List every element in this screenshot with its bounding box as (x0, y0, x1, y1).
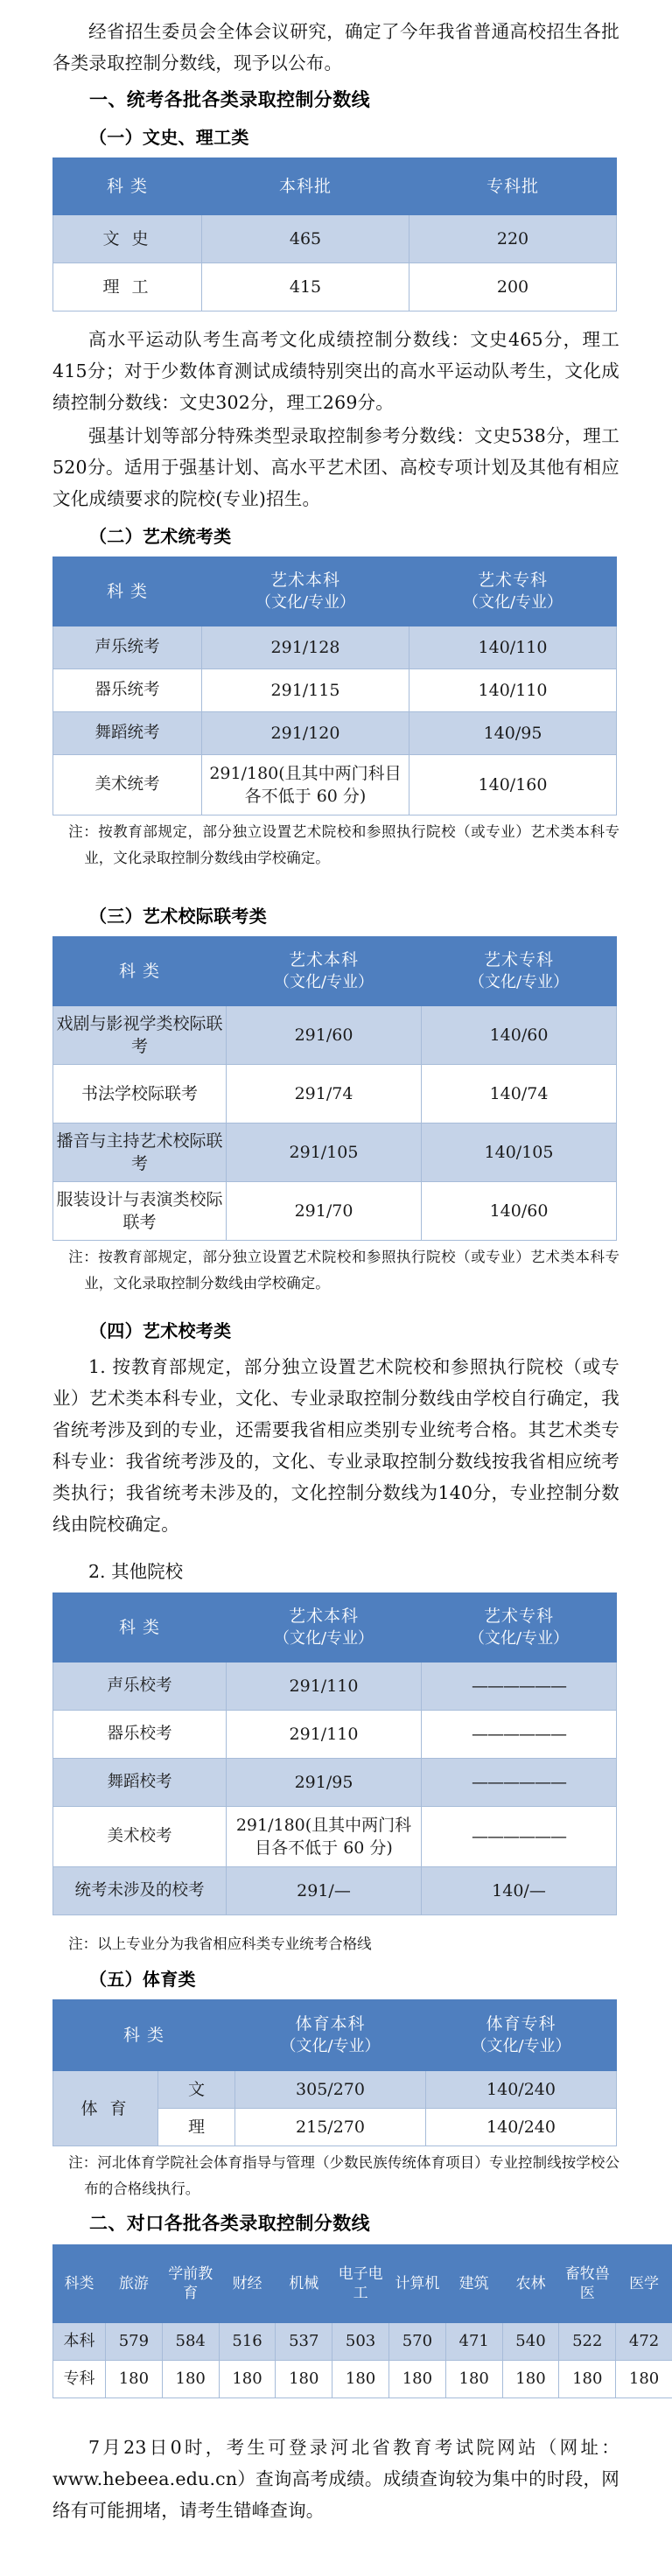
col-header-sport-junior (426, 2000, 617, 2071)
col-header-main-label: 体育本科 (295, 2014, 366, 2034)
cell-category: 声乐校考 (53, 1662, 227, 1711)
col-header-undergrad: 本科批 (202, 158, 410, 215)
cell-value: 584 (162, 2323, 219, 2361)
sports-note: 注：河北体育学院社会体育指导与管理（少数民族传统体育项目）专业控制线按学校公布的合格线执行。 (68, 2154, 620, 2197)
cell-value: 180 (276, 2361, 332, 2398)
cell-junior: 220 (410, 215, 617, 263)
art-unified-note: 注：按教育部规定，部分独立设置艺术院校和参照执行院校（或专业）艺术类本科专业，文化录取控制分数线由学校确定。 (68, 823, 620, 866)
cell-category: 服装设计与表演类校际联考 (53, 1182, 227, 1241)
art-school-exam-item-2: 2. 其他院校 (88, 1561, 184, 1582)
cell-value: 540 (502, 2323, 559, 2361)
col-header-sub-label: （文化/专业） (273, 1629, 374, 1648)
cell-junior: 140/240 (426, 2071, 617, 2109)
cell-category: 舞蹈校考 (53, 1759, 227, 1807)
cell-junior: 140/160 (410, 755, 617, 816)
col-header-main-label: 艺术专科 (483, 950, 554, 970)
table-row (53, 1807, 617, 1867)
subsection-c-heading: （三）艺术校际联考类 (89, 906, 267, 927)
table-row (53, 2323, 672, 2361)
cell-value: 180 (106, 2361, 163, 2398)
subsection-d-heading: （四）艺术校考类 (89, 1320, 232, 1341)
cell-undergrad: 291/95 (227, 1759, 422, 1807)
table-header-row (53, 158, 617, 215)
col-header-main-label: 艺术专科 (483, 1606, 554, 1626)
col-header-electronics-electrician: 电子电工 (332, 2245, 389, 2323)
cell-value: 516 (219, 2323, 276, 2361)
col-header-agriculture-forestry: 农林 (502, 2245, 559, 2323)
table-row (53, 1124, 617, 1182)
col-header-sub-label: （文化/专业） (471, 2037, 571, 2055)
col-header-sub-label: （文化/专业） (462, 593, 564, 612)
cell-undergrad: 291/70 (227, 1182, 422, 1241)
cell-undergrad: 291/— (227, 1867, 422, 1915)
col-header-art-undergrad (227, 1593, 422, 1662)
col-header-art-junior (410, 557, 617, 626)
cell-value: 180 (162, 2361, 219, 2398)
cell-undergrad: 291/110 (227, 1662, 422, 1711)
table-row (53, 1182, 617, 1241)
cell-junior: 140/74 (422, 1065, 617, 1124)
cell-junior: —————— (422, 1662, 617, 1711)
cell-category: 声乐统考 (53, 626, 202, 669)
cell-junior: 140/— (422, 1867, 617, 1915)
col-header-art-undergrad (202, 557, 410, 626)
col-header-sub-label: （文化/专业） (468, 1629, 570, 1648)
table-vocational (52, 2244, 672, 2398)
col-header-category: 科 类 (53, 158, 202, 215)
table-row (53, 1711, 617, 1759)
cell-junior: 140/110 (410, 669, 617, 712)
col-header-art-undergrad (227, 937, 422, 1006)
col-header-art-junior (422, 937, 617, 1006)
table-row (53, 2361, 672, 2398)
section-one-heading: 一、统考各批各类录取控制分数线 (89, 89, 370, 110)
cell-junior: —————— (422, 1711, 617, 1759)
other-colleges-note: 注：以上专业分为我省相应科类专业统考合格线 (68, 1936, 372, 1952)
cell-category: 美术统考 (53, 755, 202, 816)
art-school-exam-item-1: 1. 按教育部规定，部分独立设置艺术院校和参照执行院校（或专业）艺术类本科专业，文化、专业录取控制分数线由学校自行确定，我省统考涉及到的专业，还需要我省相应类别专业统考合格。其艺术类专科专业：我省统考涉及的，文化、专业录取控制分数线按我省相应统考类执行；我省统考未涉及的，文化控制分数线为140分，专业控制分数线由院校确定。 (52, 1356, 620, 1535)
cell-category: 播音与主持艺术校际联考 (53, 1124, 227, 1182)
subsection-e-heading: （五）体育类 (89, 1969, 196, 1990)
art-inter-school-note: 注：按教育部规定，部分独立设置艺术院校和参照执行院校（或专业）艺术类本科专业，文化录取控制分数线由学校确定。 (68, 1249, 620, 1292)
cell-value: 472 (616, 2323, 672, 2361)
col-header-sub-label: （文化/专业） (255, 593, 356, 612)
col-header-computer: 计算机 (388, 2245, 445, 2323)
cell-category: 书法学校际联考 (53, 1065, 227, 1124)
table-art-inter-school (52, 936, 617, 1241)
cell-value: 180 (388, 2361, 445, 2398)
table-header-row (53, 937, 617, 1006)
section-two-heading: 二、对口各批各类录取控制分数线 (89, 2213, 370, 2234)
col-header-junior: 专科批 (410, 158, 617, 215)
cell-value: 180 (559, 2361, 616, 2398)
col-header-sub-label: （文化/专业） (280, 2037, 381, 2055)
cell-category: 统考未涉及的校考 (53, 1867, 227, 1915)
cell-junior: 140/60 (422, 1006, 617, 1065)
cell-undergrad: 291/105 (227, 1124, 422, 1182)
table-header-row (53, 2245, 672, 2323)
table-wenli-likong (52, 158, 617, 312)
cell-undergrad: 291/74 (227, 1065, 422, 1124)
table-other-colleges (52, 1592, 617, 1915)
col-header-sub-label: （文化/专业） (273, 973, 374, 991)
qiangji-plan-paragraph: 强基计划等部分特殊类型录取控制参考分数线：文史538分，理工520分。适用于强基计划、高水平艺术团、高校专项计划及其他有相应文化成绩要求的院校(专业)招生。 (52, 425, 620, 509)
high-level-athlete-paragraph: 高水平运动队考生高考文化成绩控制分数线：文史465分，理工415分；对于少数体育测试成绩特别突出的高水平运动队考生，文化成绩控制分数线：文史302分，理工269分。 (52, 329, 620, 413)
table-row (53, 263, 617, 312)
cell-undergrad: 465 (202, 215, 410, 263)
table-row (53, 215, 617, 263)
closing-paragraph: 7月23日0时，考生可登录河北省教育考试院网站（网址：www.hebeea.edu.cn）查询高考成绩。成绩查询较为集中的时段，网络有可能拥堵，请考生错峰查询。 (52, 2437, 620, 2521)
col-header-preschool-education: 学前教育 (162, 2245, 219, 2323)
cell-junior: 140/110 (410, 626, 617, 669)
cell-value: 537 (276, 2323, 332, 2361)
cell-category: 戏剧与影视学类校际联考 (53, 1006, 227, 1065)
col-header-main-label: 体育专科 (486, 2014, 556, 2034)
col-header-category: 科 类 (53, 2000, 235, 2071)
cell-track: 理 (158, 2109, 235, 2146)
cell-value: 180 (502, 2361, 559, 2398)
cell-category: 器乐校考 (53, 1711, 227, 1759)
col-header-category: 科类 (53, 2245, 106, 2323)
table-art-unified-exam (52, 556, 617, 816)
cell-junior: 200 (410, 263, 617, 312)
cell-undergrad: 291/180(且其中两门科目各不低于 60 分) (227, 1807, 422, 1867)
cell-value: 570 (388, 2323, 445, 2361)
col-header-architecture: 建筑 (445, 2245, 502, 2323)
cell-junior: —————— (422, 1759, 617, 1807)
subsection-a-heading: （一）文史、理工类 (89, 127, 249, 148)
cell-track: 文 (158, 2071, 235, 2109)
cell-junior: 140/60 (422, 1182, 617, 1241)
table-sports (52, 1999, 617, 2146)
cell-category-sports: 体 育 (53, 2071, 158, 2146)
col-header-machinery: 机械 (276, 2245, 332, 2323)
cell-undergrad: 291/115 (202, 669, 410, 712)
table-header-row (53, 2000, 617, 2071)
cell-junior: —————— (422, 1807, 617, 1867)
cell-value: 522 (559, 2323, 616, 2361)
cell-undergrad: 291/180(且其中两门科目各不低于 60 分) (202, 755, 410, 816)
col-header-finance: 财经 (219, 2245, 276, 2323)
table-row (53, 1006, 617, 1065)
table-row (53, 1662, 617, 1711)
cell-category: 文 史 (53, 215, 202, 263)
table-row (53, 2071, 617, 2109)
table-row (53, 1867, 617, 1915)
table-header-row (53, 1593, 617, 1662)
col-header-category: 科 类 (53, 1593, 227, 1662)
col-header-main-label: 艺术专科 (477, 570, 548, 590)
cell-undergrad: 305/270 (235, 2071, 426, 2109)
table-row (53, 1759, 617, 1807)
cell-value: 579 (106, 2323, 163, 2361)
cell-undergrad: 291/128 (202, 626, 410, 669)
cell-value: 180 (219, 2361, 276, 2398)
cell-category: 器乐统考 (53, 669, 202, 712)
table-row (53, 755, 617, 816)
col-header-sub-label: （文化/专业） (468, 973, 570, 991)
cell-undergrad: 215/270 (235, 2109, 426, 2146)
col-header-animal-husbandry-veterinary: 畜牧兽医 (559, 2245, 616, 2323)
cell-junior: 140/105 (422, 1124, 617, 1182)
cell-category: 舞蹈统考 (53, 712, 202, 755)
col-header-category: 科 类 (53, 557, 202, 626)
col-header-main-label: 艺术本科 (270, 570, 340, 590)
table-header-row (53, 557, 617, 626)
cell-junior: 140/95 (410, 712, 617, 755)
subsection-b-heading: （二）艺术统考类 (89, 526, 232, 547)
cell-undergrad: 291/110 (227, 1711, 422, 1759)
cell-junior: 140/240 (426, 2109, 617, 2146)
table-row (53, 712, 617, 755)
cell-category: 美术校考 (53, 1807, 227, 1867)
col-header-main-label: 艺术本科 (288, 1606, 359, 1626)
table-row (53, 1065, 617, 1124)
table-row (53, 669, 617, 712)
cell-value: 471 (445, 2323, 502, 2361)
intro-paragraph: 经省招生委员会全体会议研究，确定了今年我省普通高校招生各批各类录取控制分数线，现予以公布。 (52, 21, 620, 74)
cell-category: 理 工 (53, 263, 202, 312)
cell-undergrad: 291/60 (227, 1006, 422, 1065)
col-header-medicine: 医学 (616, 2245, 672, 2323)
table-row (53, 626, 617, 669)
cell-level: 专科 (53, 2361, 106, 2398)
cell-value: 180 (332, 2361, 389, 2398)
col-header-art-junior (422, 1593, 617, 1662)
col-header-sport-undergrad (235, 2000, 426, 2071)
cell-value: 180 (445, 2361, 502, 2398)
col-header-tourism: 旅游 (106, 2245, 163, 2323)
cell-value: 503 (332, 2323, 389, 2361)
col-header-main-label: 艺术本科 (288, 950, 359, 970)
cell-undergrad: 415 (202, 263, 410, 312)
cell-level: 本科 (53, 2323, 106, 2361)
cell-value: 180 (616, 2361, 672, 2398)
cell-undergrad: 291/120 (202, 712, 410, 755)
col-header-category: 科 类 (53, 937, 227, 1006)
